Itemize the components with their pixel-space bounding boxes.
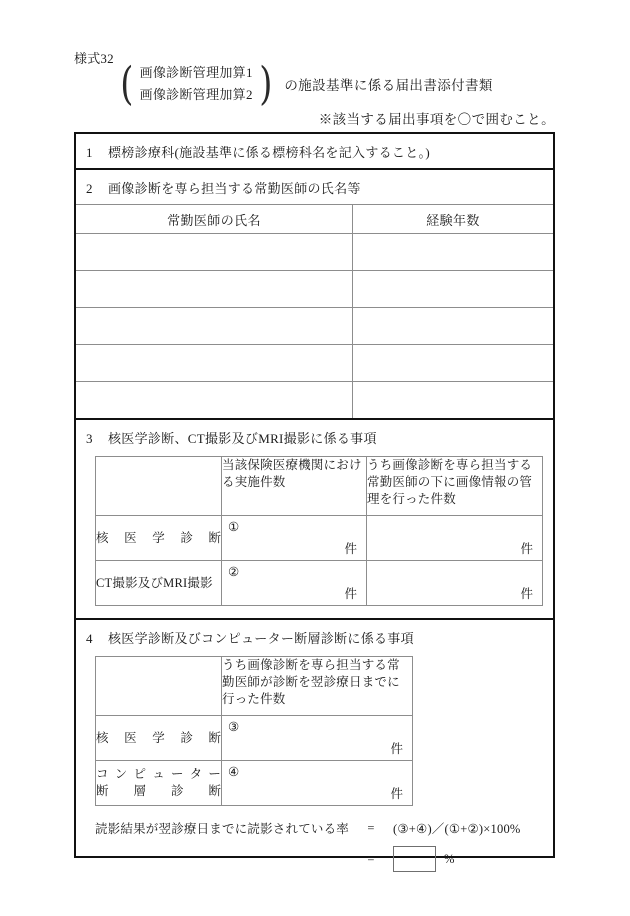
years-experience-cell[interactable] — [353, 345, 554, 382]
brace-left-icon: ( — [120, 56, 134, 110]
section-3-number: 3 — [86, 431, 93, 446]
unit-label-cases: 件 — [520, 542, 533, 556]
table-row-computed-tomography — [96, 761, 413, 806]
row-label-nuclear-diagnosis — [96, 516, 222, 561]
title-option-1: 画像診断管理加算1 — [139, 65, 253, 80]
table-row-nuclear-diagnosis — [96, 716, 413, 761]
ct-mri-managed-cases-cell[interactable] — [367, 561, 543, 606]
marker-circled-2: ② — [228, 565, 240, 579]
years-experience-cell[interactable] — [353, 382, 554, 419]
table-row — [76, 382, 553, 419]
rate-result-input[interactable] — [393, 846, 436, 872]
row-label-computed-tomography-line1: コ ン ピ ュ ー タ ー — [96, 767, 221, 781]
circle-instruction-note: ※該当する届出事項を〇で囲むこと。 — [318, 112, 555, 127]
rate-formula — [95, 817, 553, 870]
nuclear-managed-cases-cell[interactable] — [367, 516, 543, 561]
section-3 — [76, 418, 553, 618]
table-header-row — [96, 657, 413, 716]
section-1-number: 1 — [86, 145, 93, 160]
column-header-blank — [96, 657, 222, 716]
table-header-row — [76, 205, 553, 234]
brace-right-icon: ) — [258, 56, 273, 110]
row-label-ct-mri — [96, 561, 222, 606]
doctor-name-cell[interactable] — [76, 345, 353, 382]
column-header-blank — [96, 457, 222, 516]
unit-label-cases: 件 — [390, 787, 403, 801]
form-number: 様式32 — [74, 51, 114, 66]
equals-sign: = — [367, 820, 375, 835]
nuclear-ct-nextday-table — [95, 656, 413, 806]
marker-circled-3: ③ — [228, 720, 240, 734]
years-experience-cell[interactable] — [353, 308, 554, 345]
marker-circled-1: ① — [228, 520, 240, 534]
row-label-nuclear-diagnosis-text: 核 医 学 診 断 — [96, 730, 221, 745]
section-2 — [76, 168, 553, 418]
column-header-managed-cases: うち画像診断を専ら担当する常勤医師の下に画像情報の管理を行った件数 — [367, 457, 543, 516]
column-header-institution-cases: 当該保険医療機関における実施件数 — [222, 457, 367, 516]
ct-mri-institution-cases-cell[interactable] — [222, 561, 367, 606]
rate-formula-label: 読影結果が翌診療日までに読影されている率 — [95, 822, 350, 836]
section-3-title: 核医学診断、CT撮影及びMRI撮影に係る事項 — [108, 431, 377, 446]
document-title — [118, 56, 493, 110]
form-frame — [74, 132, 555, 866]
section-2-title: 画像診断を専ら担当する常勤医師の氏名等 — [108, 181, 361, 196]
row-label-ct-mri-text: CT撮影及びMRI撮影 — [96, 575, 213, 590]
title-suffix: の施設基準に係る届出書添付書類 — [284, 78, 493, 93]
table-row — [76, 234, 553, 271]
marker-circled-4: ④ — [228, 765, 240, 779]
section-4-heading — [76, 620, 553, 654]
section-3-heading — [76, 420, 553, 454]
doctor-name-cell[interactable] — [76, 382, 353, 419]
doctor-name-cell[interactable] — [76, 308, 353, 345]
rate-formula-line-1 — [95, 817, 553, 839]
nuclear-nextday-cases-cell[interactable] — [222, 716, 413, 761]
table-header-row — [96, 457, 543, 516]
table-row — [76, 271, 553, 308]
doctor-name-cell[interactable] — [76, 234, 353, 271]
row-label-computed-tomography-line2: 断 層 診 断 — [96, 784, 221, 798]
table-row-ct-mri — [96, 561, 543, 606]
column-header-nextday-cases: うち画像診断を専ら担当する常勤医師が診断を翌診療日までに行った件数 — [222, 657, 413, 716]
section-1 — [76, 134, 553, 168]
row-label-nuclear-diagnosis — [96, 716, 222, 761]
percent-sign: % — [444, 851, 455, 866]
table-row-nuclear-diagnosis — [96, 516, 543, 561]
unit-label-cases: 件 — [344, 587, 357, 601]
nuclear-ct-mri-table — [95, 456, 543, 606]
title-option-2: 画像診断管理加算2 — [139, 87, 253, 102]
doctor-table — [76, 204, 553, 418]
rate-formula-line-2 — [95, 848, 553, 870]
section-2-number: 2 — [86, 181, 93, 196]
column-header-years-experience: 経験年数 — [353, 205, 554, 234]
unit-label-cases: 件 — [520, 587, 533, 601]
nuclear-institution-cases-cell[interactable] — [222, 516, 367, 561]
equals-sign-2: = — [367, 851, 375, 866]
rate-formula-expression: (③+④)／(①+②)×100% — [393, 822, 521, 836]
section-4-title: 核医学診断及びコンピューター断層診断に係る事項 — [108, 631, 414, 646]
years-experience-cell[interactable] — [353, 271, 554, 308]
section-1-heading — [76, 134, 553, 168]
row-label-nuclear-diagnosis-text: 核 医 学 診 断 — [96, 530, 221, 545]
section-1-title: 標榜診療科(施設基準に係る標榜科名を記入すること。) — [108, 145, 430, 160]
title-options — [134, 62, 259, 106]
doctor-name-cell[interactable] — [76, 271, 353, 308]
section-4 — [76, 618, 553, 870]
years-experience-cell[interactable] — [353, 234, 554, 271]
unit-label-cases: 件 — [390, 742, 403, 756]
ct-nextday-cases-cell[interactable] — [222, 761, 413, 806]
section-4-number: 4 — [86, 631, 93, 646]
unit-label-cases: 件 — [344, 542, 357, 556]
table-row — [76, 308, 553, 345]
column-header-doctor-name: 常勤医師の氏名 — [76, 205, 353, 234]
section-2-heading — [76, 170, 553, 204]
row-label-computed-tomography — [96, 761, 222, 806]
table-row — [76, 345, 553, 382]
